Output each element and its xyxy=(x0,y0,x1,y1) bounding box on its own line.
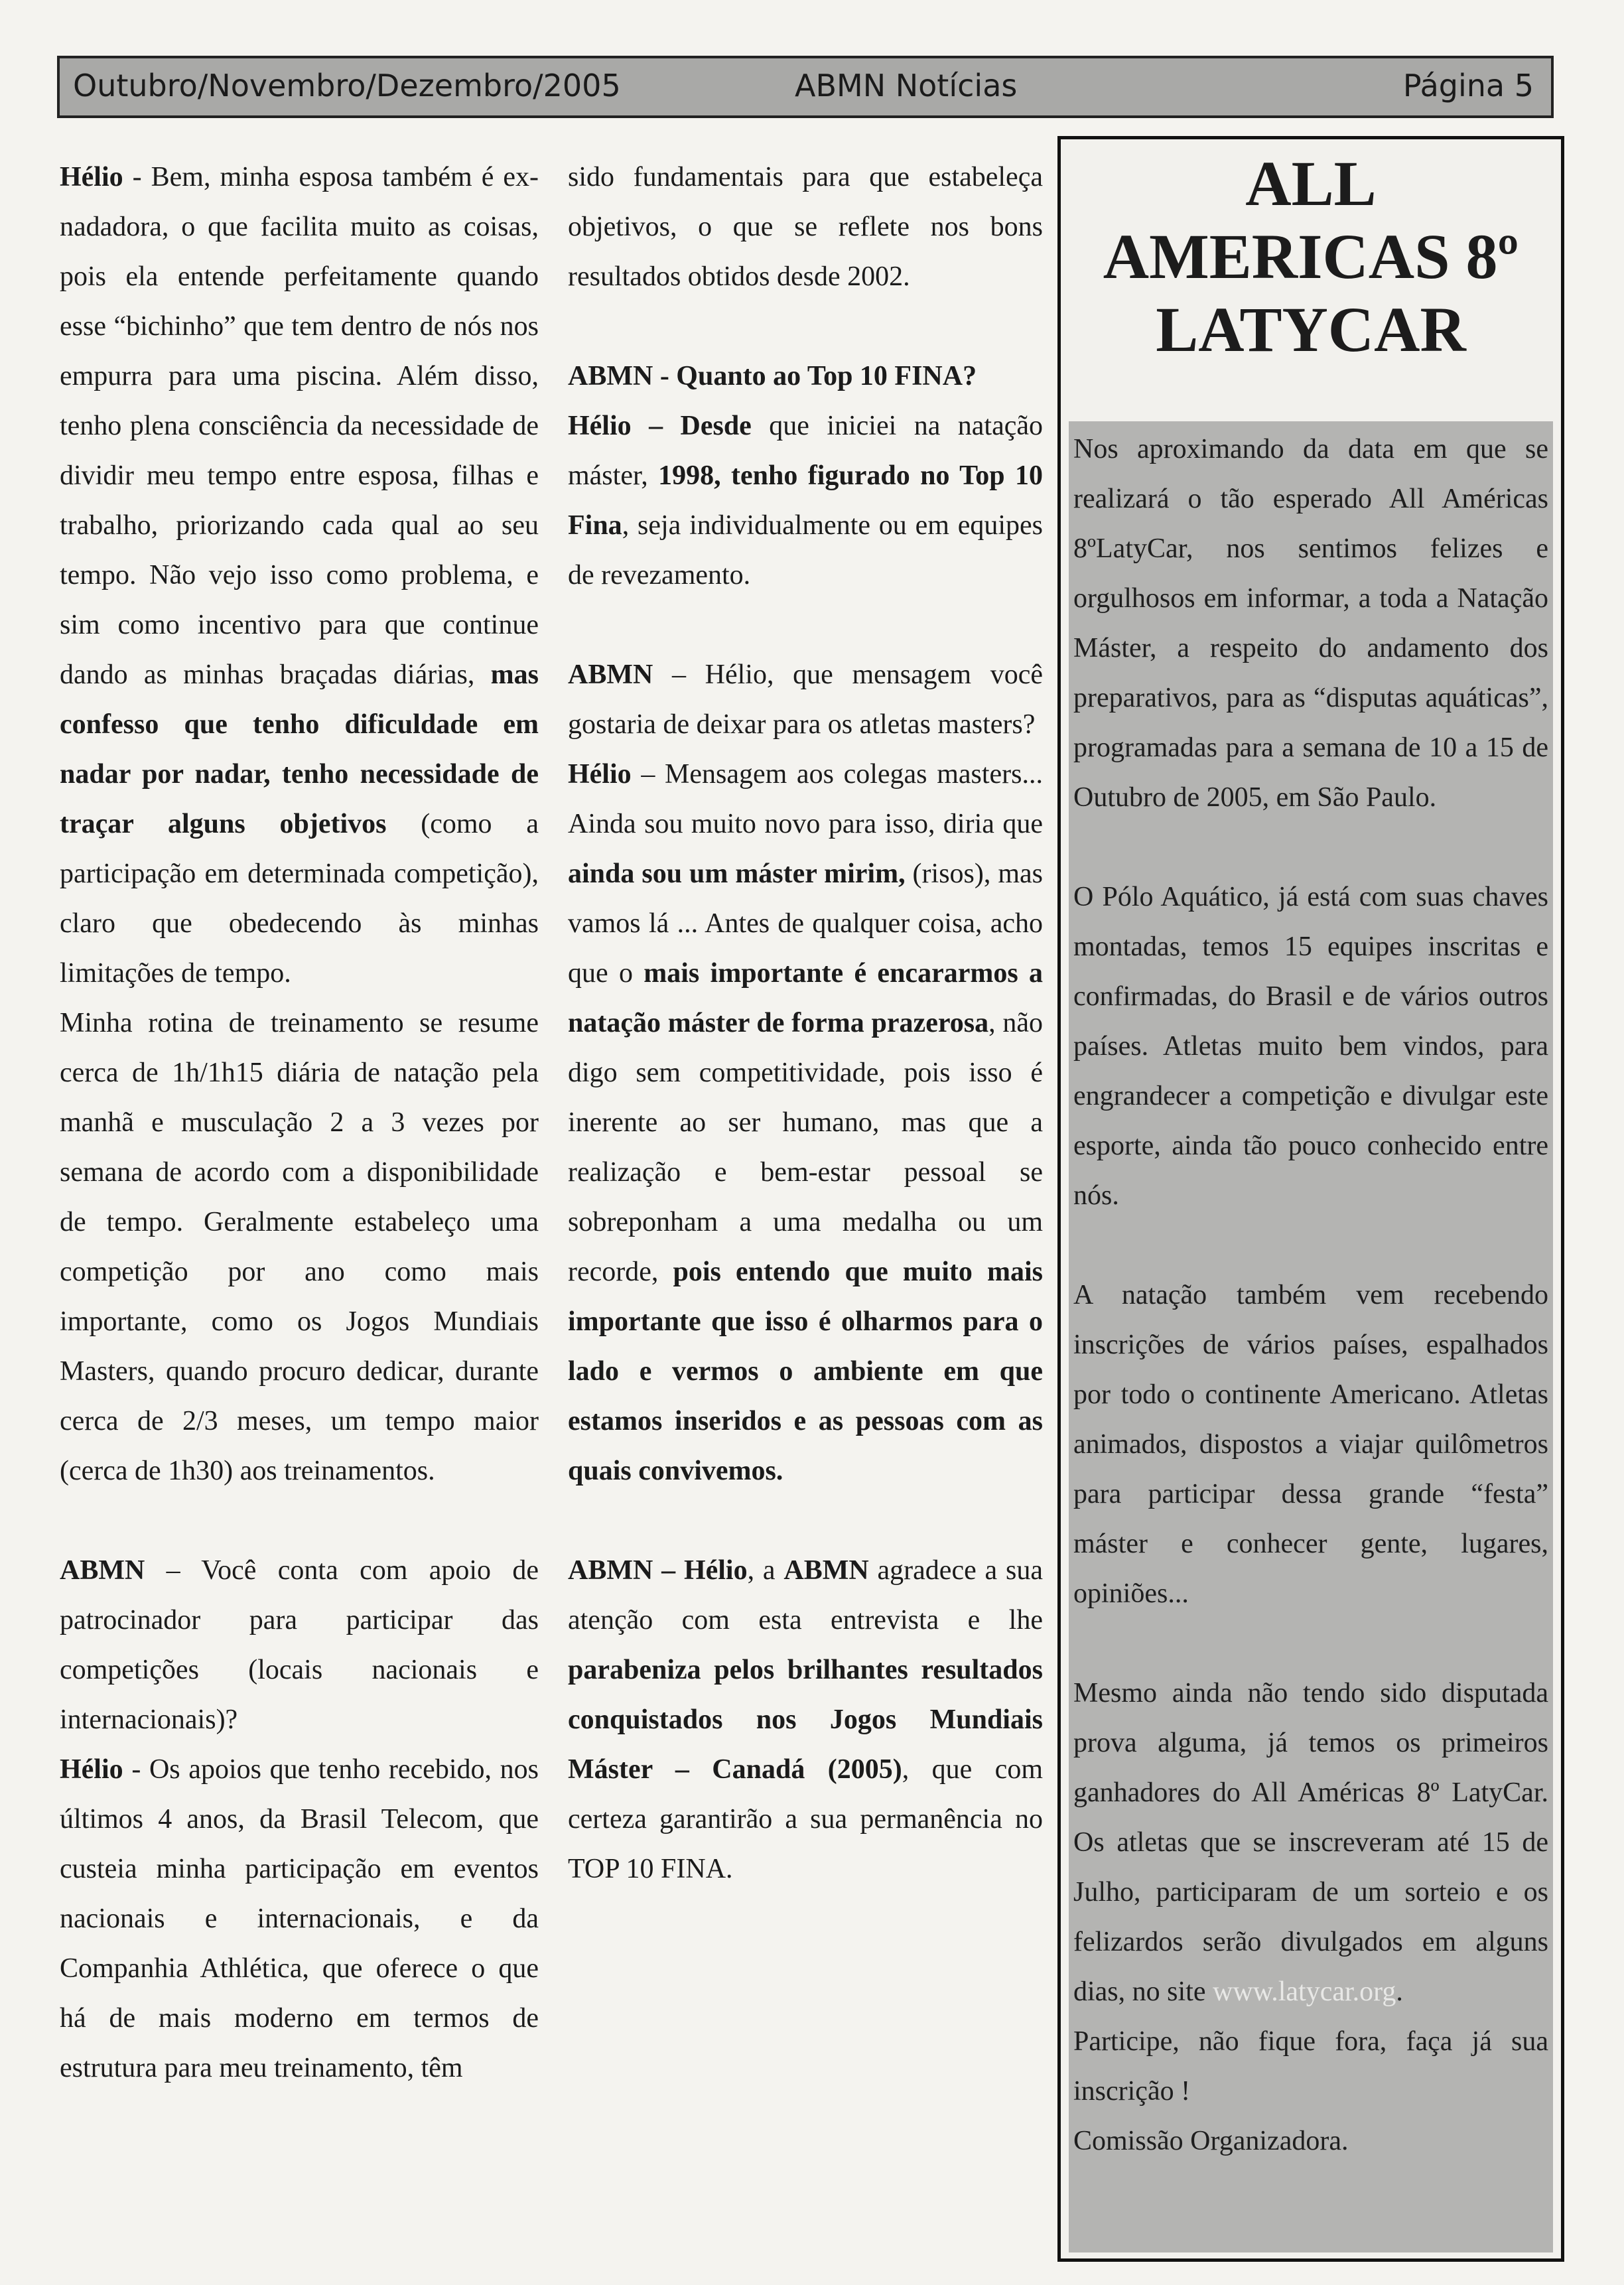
article-column-2 xyxy=(568,153,1043,1894)
paragraph: Hélio - Bem, minha esposa também é ex-nadadora, o que facilita muito as coisas, pois ela entende perfeitamente quando esse “bichinho” que tem dentro de nós nos empurra para uma piscina. Além disso, tenho plena consciência da necessidade de dividir meu tempo entre esposa, filhas e trabalho, priorizando cada qual ao seu tempo. Não vejo isso como problema, e sim como incentivo para que continue dando as minhas braçadas diárias, mas confesso que tenho dificuldade em nadar por nadar, tenho necessidade de traçar alguns objetivos (como a participação em determinada competição), claro que obedecendo às minhas limitações de tempo. xyxy=(60,162,539,989)
paragraph: ABMN – Hélio, que mensagem você gostaria de deixar para os atletas masters? xyxy=(568,659,1043,740)
page-header xyxy=(57,56,1554,118)
latycar-link[interactable]: www.latycar.org xyxy=(1212,1976,1396,2007)
article-column-1 xyxy=(60,153,539,2093)
paragraph: sido fundamentais para que estabeleça objetivos, o que se reflete nos bons resultados obtidos desde 2002. xyxy=(568,162,1043,292)
paragraph: Hélio – Mensagem aos colegas masters... Ainda sou muito novo para isso, diria que ainda sou um máster mirim, (risos), mas vamos lá ... Antes de qualquer coisa, acho que o mais importante é encararmos a natação máster de forma prazerosa, não digo sem competitividade, pois isso é inerente ao ser humano, mas que a realização e bem-estar pessoal se sobreponham a uma medalha ou um recorde, pois entendo que muito mais importante que isso é olharmos para o lado e vermos o ambiente em que estamos inseridos e as pessoas com as quais convivemos. xyxy=(568,759,1044,1486)
paragraph: Mesmo ainda não tendo sido disputada prova alguma, já temos os primeiros ganhadores do All Américas 8º LatyCar. Os atletas que se inscreveram até 15 de Julho, participaram de um sorteio e os felizardos serão divulgados em alguns dias, no site www.latycar.org. xyxy=(1073,1678,1548,2007)
paragraph: A natação também vem recebendo inscrições de vários países, espalhados por todo o continente Americano. Atletas animados, dispostos a viajar quilômetros para participar dessa grande “festa” máster e conhecer gente, lugares, opiniões... xyxy=(1073,1280,1548,1609)
signature-line: Comissão Organizadora. xyxy=(1073,2126,1349,2156)
publication-name: ABMN Notícias xyxy=(795,68,1018,104)
paragraph: Hélio – Desde que iniciei na natação máster, 1998, tenho figurado no Top 10 Fina, seja individualmente ou em equipes de revezamento. xyxy=(568,411,1044,590)
paragraph: Hélio - Os apoios que tenho recebido, nos últimos 4 anos, da Brasil Telecom, que custeia minha participação em eventos nacionais e internacionais, e da Companhia Athlética, que oferece o que há de mais moderno em termos de estrutura para meu treinamento, têm xyxy=(60,1754,539,2083)
issue-date: Outubro/Novembro/Dezembro/2005 xyxy=(73,68,621,104)
sidebar-title: ALL AMERICAS 8º LATYCAR xyxy=(1103,148,1519,365)
page-number: Página 5 xyxy=(1402,68,1534,104)
question-heading: ABMN - Quanto ao Top 10 FINA? xyxy=(568,361,977,391)
paragraph: O Pólo Aquático, já está com suas chaves montadas, temos 15 equipes inscritas e confirmadas, do Brasil e de vários outros países. Atletas muito bem vindos, para engrandecer a competição e divulgar este esporte, ainda tão pouco conhecido entre nós. xyxy=(1073,882,1548,1211)
paragraph: Participe, não fique fora, faça já sua inscrição ! xyxy=(1073,2026,1548,2107)
paragraph: ABMN – Hélio, a ABMN agradece a sua atenção com esta entrevista e lhe parabeniza pelos brilhantes resultados conquistados nos Jogos Mundiais Máster – Canadá (2005), que com certeza garantirão a sua permanência no TOP 10 FINA. xyxy=(568,1555,1043,1884)
paragraph: Nos aproximando da data em que se realizará o tão esperado All Américas 8ºLatyCar, nos sentimos felizes e orgulhosos em informar, a toda a Natação Máster, a respeito do andamento dos preparativos, para as “disputas aquáticas”, programadas para a semana de 10 a 15 de Outubro de 2005, em São Paulo. xyxy=(1073,434,1548,813)
paragraph: ABMN – Você conta com apoio de patrocinador para participar das competições (locais nacionais e internacionais)? xyxy=(60,1555,539,1735)
paragraph: Minha rotina de treinamento se resume cerca de 1h/1h15 diária de natação pela manhã e musculação 2 a 3 vezes por semana de acordo com a disponibilidade de tempo. Geralmente estabeleço uma competição por ano como mais importante, como os Jogos Mundiais Masters, quando procuro dedicar, durante cerca de 2/3 meses, um tempo maior (cerca de 1h30) aos treinamentos. xyxy=(60,1008,539,1486)
sidebar-text xyxy=(1073,425,1548,2166)
